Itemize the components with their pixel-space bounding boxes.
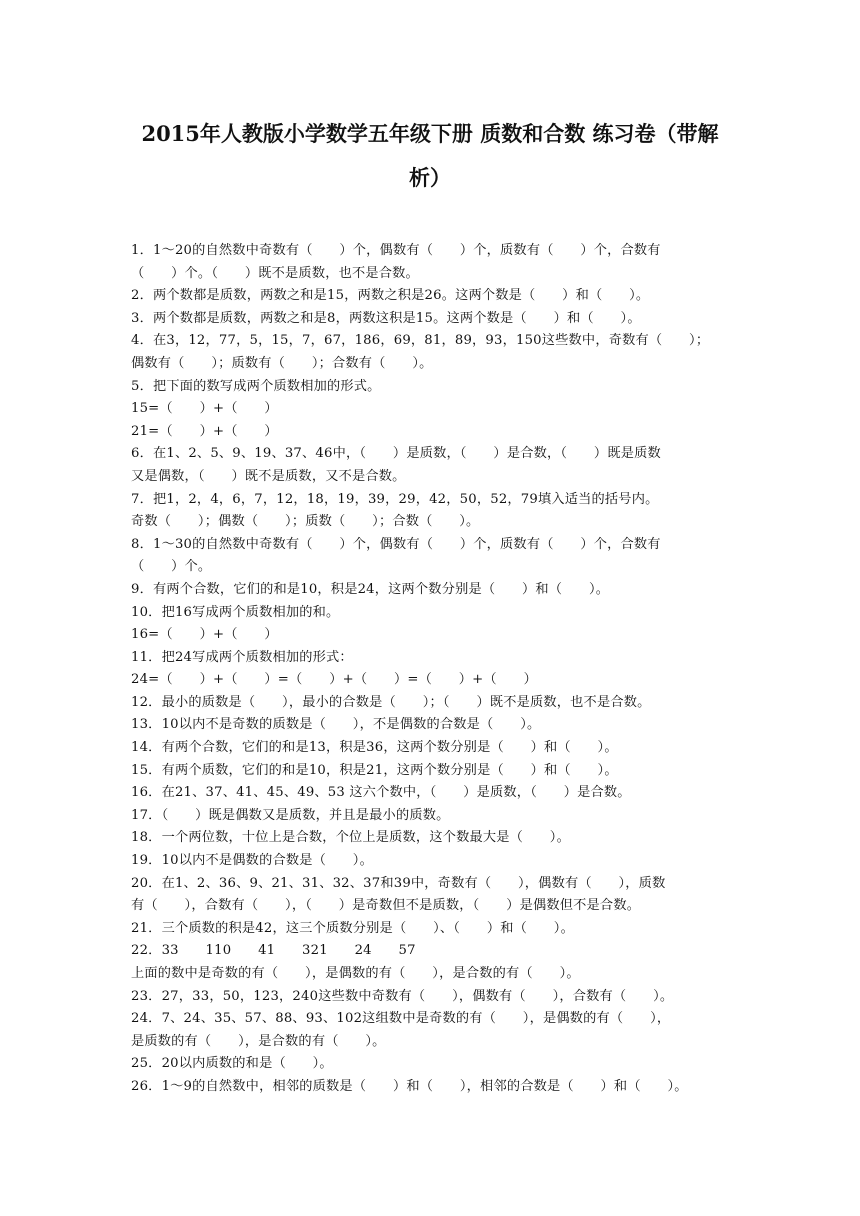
- question-line: 21=（ ）+（ ）: [131, 423, 278, 439]
- question-line: 16=（ ）+（ ）: [131, 627, 278, 643]
- question-line: 22．33 110 41 321 24 57: [131, 943, 416, 959]
- question-line: 21．三个质数的积是42，这三个质数分别是（ ）、（ ）和（ ）。: [131, 920, 574, 936]
- question-line: 17．（ ）既是偶数又是质数，并且是最小的质数。: [131, 807, 450, 823]
- document-title: [110, 112, 750, 200]
- question-line: 10．把16写成两个质数相加的和。: [131, 604, 340, 620]
- question-line: 7．把1，2，4，6，7，12，18，19，39，29，42，50，52，79填入适当的括号内。: [131, 491, 659, 507]
- question-line: 有（ ），合数有（ ），（ ）是奇数但不是质数，（ ）是偶数但不是合数。: [131, 898, 641, 914]
- question-line: 又是偶数，（ ）既不是质数，又不是合数。: [131, 468, 406, 484]
- question-line: 24．7、24、35、57、88、93、102这组数中是奇数的有（ ），是偶数的有（ ），: [131, 1011, 671, 1027]
- question-line: 11．把24写成两个质数相加的形式：: [131, 649, 353, 665]
- question-line: 3．两个数都是质数，两数之和是8，两数这积是15。这两个数是（ ）和（ ）。: [131, 310, 641, 326]
- question-line: 9．有两个合数，它们的和是10，积是24，这两个数分别是（ ）和（ ）。: [131, 581, 610, 597]
- question-list: [131, 240, 736, 1099]
- question-line: 24=（ ）+（ ）=（ ）+（ ）=（ ）+（ ）: [131, 672, 537, 688]
- question-line: 1．1～20的自然数中奇数有（ ）个，偶数有（ ）个，质数有（ ）个，合数有: [131, 243, 661, 258]
- question-line: 是质数的有（ ），是合数的有（ ）。: [131, 1033, 386, 1049]
- question-line: 18．一个两位数，十位上是合数，个位上是质数，这个数最大是（ ）。: [131, 830, 570, 846]
- question-line: 15=（ ）+（ ）: [131, 401, 278, 417]
- question-line: （ ）个。: [131, 559, 212, 575]
- question-line: 26．1～9的自然数中，相邻的质数是（ ）和（ ），相邻的合数是（ ）和（ ）。: [131, 1078, 688, 1094]
- question-line: 20．在1、2、36、9、21、31、32、37和39中，奇数有（ ），偶数有（ ），质数: [131, 875, 666, 891]
- question-line: 12．最小的质数是（ ），最小的合数是（ ）；（ ）既不是质数，也不是合数。: [131, 694, 651, 710]
- question-line: 4．在3，12，77，5，15，7，67，186，69，81，89，93，150这些数中，奇数有（ ）；: [131, 333, 710, 349]
- question-line: 15．有两个质数，它们的和是10，积是21，这两个数分别是（ ）和（ ）。: [131, 762, 618, 778]
- question-line: 上面的数中是奇数的有（ ），是偶数的有（ ），是合数的有（ ）。: [131, 966, 580, 981]
- question-line: 13．10以内不是奇数的质数是（ ），不是偶数的合数是（ ）。: [131, 717, 541, 733]
- question-line: 23．27，33，50，123，240这些数中奇数有（ ），偶数有（ ），合数有（ ）。: [131, 988, 674, 1004]
- question-line: 16．在21、37、41、45、49、53 这六个数中，（ ）是质数，（ ）是合数。: [131, 785, 631, 801]
- title-line-1: 2015年人教版小学数学五年级下册 质数和合数 练习卷（带解: [141, 121, 719, 146]
- question-line: 25．20以内质数的和是（ ）。: [131, 1056, 333, 1072]
- question-line: 5．把下面的数写成两个质数相加的形式。: [131, 378, 381, 394]
- question-line: 6．在1、2、5、9、19、37、46中，（ ）是质数，（ ）是合数，（ ）既是质数: [131, 446, 661, 462]
- question-line: 偶数有（ ）；质数有（ ）；合数有（ ）。: [131, 355, 433, 371]
- question-line: 19．10以内不是偶数的合数是（ ）。: [131, 853, 373, 869]
- question-line: 8．1～30的自然数中奇数有（ ）个，偶数有（ ）个，质数有（ ）个，合数有: [131, 536, 661, 552]
- question-line: 14．有两个合数，它们的和是13，积是36，这两个数分别是（ ）和（ ）。: [131, 740, 618, 756]
- question-line: 2．两个数都是质数，两数之和是15，两数之积是26。这两个数是（ ）和（ ）。: [131, 288, 650, 304]
- title-line-2: 析）: [409, 165, 451, 190]
- question-line: （ ）个。（ ）既不是质数，也不是合数。: [131, 265, 419, 281]
- question-line: 奇数（ ）；偶数（ ）；质数（ ）；合数（ ）。: [131, 514, 480, 530]
